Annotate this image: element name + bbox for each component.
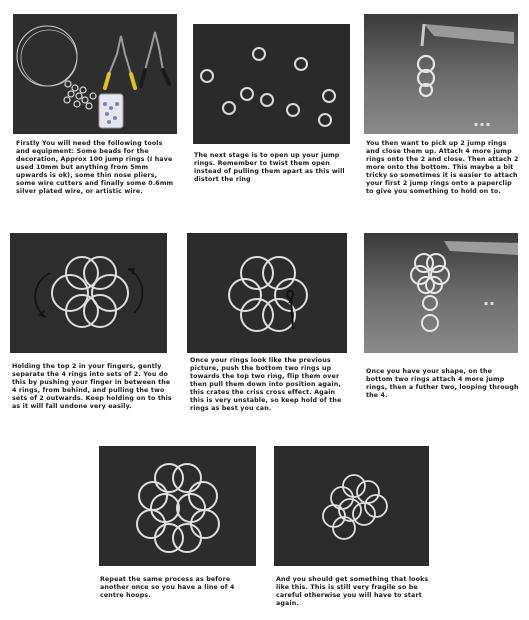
photo-tools-and-equipment xyxy=(13,14,177,134)
photo-line-of-centre-hoops xyxy=(99,446,256,566)
photo-shape-with-pliers xyxy=(364,233,518,353)
step-4-caption: Holding the top 2 in your fingers, gently separate the 4 rings into sets of 2. You do this by pushing your finger in between the 4 rings, from behind, and pulling the two sets of 2 outwards. Keep holding on to this as it will fall undone very easily. xyxy=(12,363,172,410)
step-7-caption: Repeat the same process as before another once so you have a line of 4 centre hoops. xyxy=(100,576,235,599)
svg-text:▪ ▪: ▪ ▪ xyxy=(484,300,495,307)
step-2-caption: The next stage is to open up your jump rings. Remember to twist them open instead of pulling them apart as this will distort the ring xyxy=(194,152,345,183)
step-8-caption: And you should get something that looks like this. This is still very fragile so be careful otherwise you will have to start again. xyxy=(276,576,429,607)
step-1-caption: Firstly You will need the following tools and equipment: Some beads for the decoration, Approx 100 jump rings (I have used 10mm but anything from 5mm upwards is ok), some thin nose pliers, some wire cutters and finally some 0.6mm silver plated wire, or artistic wire. xyxy=(16,140,174,195)
photo-criss-cross xyxy=(187,233,347,353)
photo-separate-rings xyxy=(10,233,167,353)
svg-text:▪ ▪ ▪: ▪ ▪ ▪ xyxy=(474,121,491,128)
photo-open-jump-rings xyxy=(193,24,350,144)
step-5-caption: Once your rings look like the previous picture, push the bottom two rings up towards the top two ring, flip them over then pull them down into position again, this crates the criss cross effect. Again this is very unstable, so keep hold of the rings as best you can. xyxy=(190,357,342,412)
photo-pick-up-rings xyxy=(364,14,518,134)
photo-final-result xyxy=(274,446,429,566)
step-3-caption: You then want to pick up 2 jump rings and close them up. Attach 4 more jump rings onto the 2 and close. Then attach 2 more onto the bottom. This maybe a bit tricky so sometimes it is easier to attach your first 2 jump rings onto a paperclip to give you something to hold on to. xyxy=(366,140,519,195)
step-6-caption: Once you have your shape, on the bottom two rings attach 4 more jump rings, then a futher two, looping through the 4. xyxy=(366,368,519,399)
